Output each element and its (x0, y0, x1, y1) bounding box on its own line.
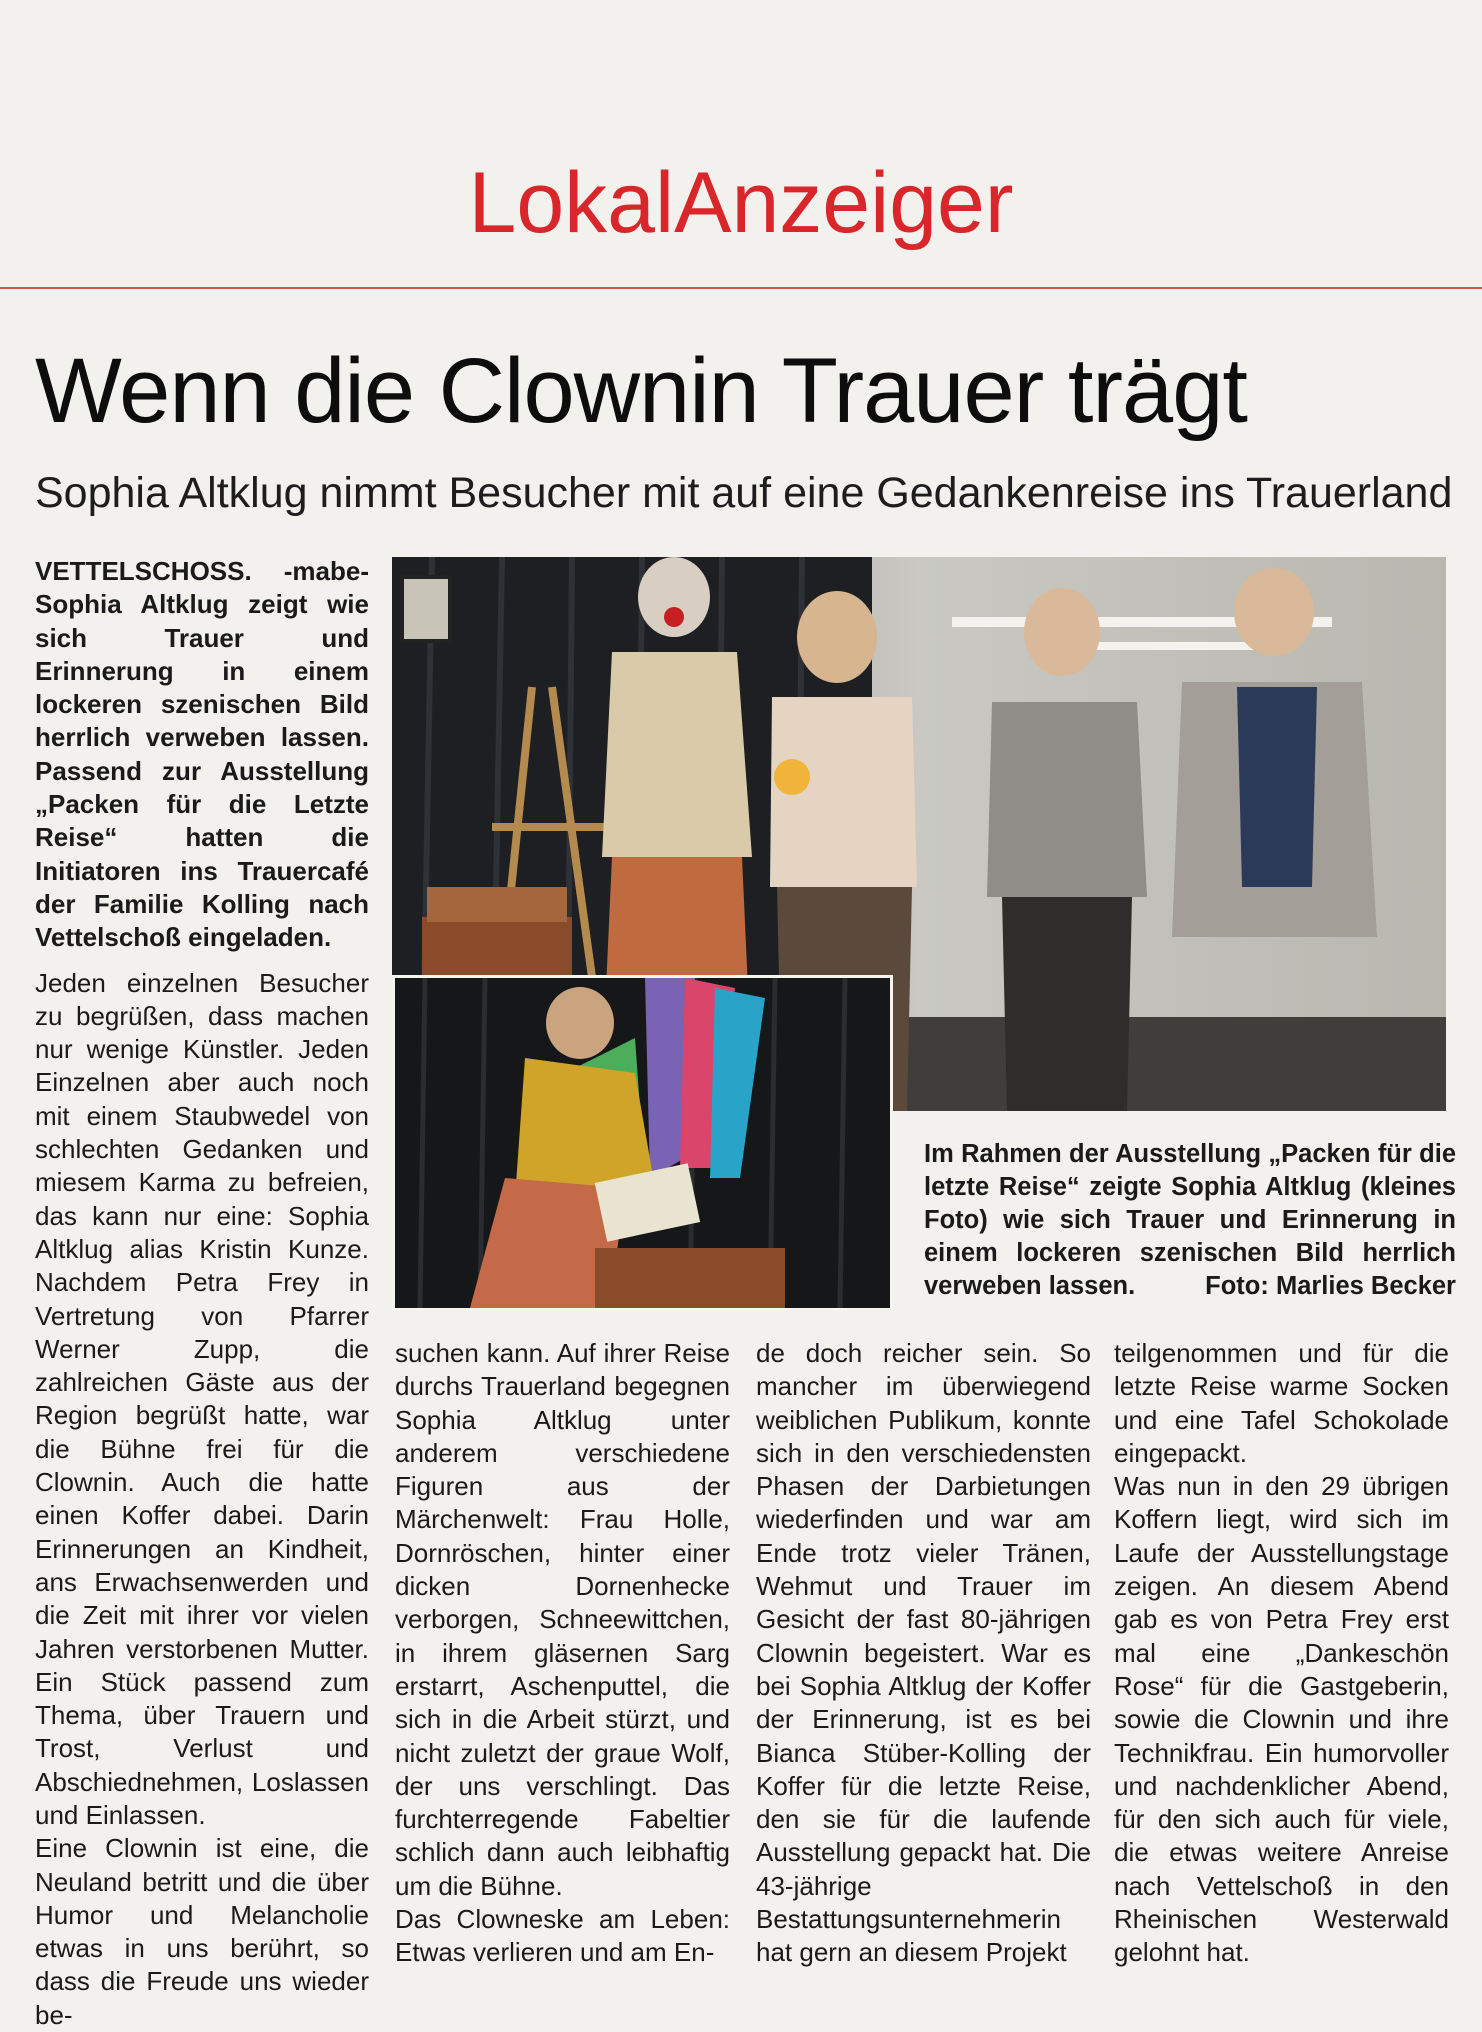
masthead-rule (0, 287, 1482, 289)
body-paragraph: de doch reicher sein. So mancher im überwiegend weiblichen Publikum, konnte sich in den verschiedensten Phasen der Darbietungen wiederfinden und war am Ende trotz vieler Tränen, Wehmut und Trauer im Gesicht der fast 80-jährigen Clownin begeistert. War es bei Sophia Altklug der Koffer der Erinnerung, ist es bei Bianca Stüber-Kolling der Koffer für die letzte Reise, den sie für die laufende Ausstellung gepackt hat. Die 43-jährige Bestattungsunternehmerin hat gern an diesem Projekt (756, 1338, 1091, 1968)
headline: Wenn die Clownin Trauer trägt (35, 340, 1247, 442)
subheadline: Sophia Altklug nimmt Besucher mit auf eine Gedankenreise ins Trauerland (35, 469, 1453, 517)
article-column-4 (1114, 1337, 1449, 1970)
article-column-1 (35, 555, 369, 2032)
photo-credit: Foto: Marlies Becker (1205, 1272, 1456, 1300)
lead-paragraph: VETTELSCHOSS. -mabe- Sophia Altklug zeigt wie sich Trauer und Erinnerung in einem lockeren szenischen Bild herrlich verweben lassen. Passend zur Ausstellung „Packen für die Letzte Reise“ hatten die Initiatoren ins Trauercafé der Familie Kolling nach Vettelschoß eingeladen. (35, 556, 369, 953)
inset-photo (392, 975, 893, 1311)
caption-text: Im Rahmen der Ausstellung „Packen für die letzte Reise“ zeigte Sophia Altklug (kleines Foto) wie sich Trauer und Erinnerung in einem lockeren szenischen Bild herrlich verweben lassen. (924, 1140, 1456, 1300)
inset-photo-image (395, 978, 890, 1308)
body-paragraph: Was nun in den 29 übrigen Koffern liegt, wird sich im Laufe der Ausstellungstage zeigen. An diesem Abend gab es von Petra Frey erst mal eine „Dankeschön Rose“ für die Gastgeberin, sowie die Clownin und ihre Technikfrau. Ein humorvoller und nachdenklicher Abend, für den sich auch für viele, die etwas weitere Anreise nach Vettelschoß in den Rheinischen Westerwald gelohnt hat. (1114, 1471, 1449, 1968)
body-paragraph: Jeden einzelnen Besucher zu begrüßen, dass machen nur wenige Künstler. Jeden Einzelnen aber auch noch mit einem Staubwedel von schlechten Gedanken und miesem Karma zu befreien, das kann nur eine: Sophia Altklug alias Kristin Kunze. Nachdem Petra Frey in Vertretung von Pfarrer Werner Zupp, die zahlreichen Gäste aus der Region begrüßt hatte, war die Bühne frei für die Clownin. Auch die hatte einen Koffer dabei. Darin Erinnerungen an Kindheit, ans Erwachsenwerden und die Zeit mit ihrer vor vielen Jahren verstorbenen Mutter. Ein Stück passend zum Thema, über Trauern und Trost, Verlust und Abschiednehmen, Loslassen und Einlassen. (35, 967, 369, 1830)
article-column-2 (395, 1337, 730, 1970)
body-paragraph: suchen kann. Auf ihrer Reise durchs Trauerland begegnen Sophia Altklug unter anderem verschiedene Figuren aus der Märchenwelt: Frau Holle, Dornröschen, hinter einer dicken Dornenhecke verborgen, Schneewittchen, in ihrem gläsernen Sarg erstarrt, Aschenputtel, die sich in die Arbeit stürzt, und nicht zuletzt der graue Wolf, der uns verschlingt. Das furchterregende Fabeltier schlich dann auch leibhaftig um die Bühne. (395, 1338, 730, 1901)
body-paragraph: Eine Clownin ist eine, die Neuland betritt und die über Humor und Melancholie etwas in uns berührt, so dass die Freude uns wieder be- (35, 1833, 369, 2030)
body-paragraph: Das Clowneske am Leben: Etwas verlieren und am En- (395, 1904, 730, 1968)
body-paragraph: teilgenommen und für die letzte Reise warme Socken und eine Tafel Schokolade eingepackt. (1114, 1338, 1449, 1468)
masthead: LokalAnzeiger (468, 155, 1014, 251)
article-column-3 (756, 1337, 1091, 1970)
photo-caption (924, 1138, 1456, 1303)
